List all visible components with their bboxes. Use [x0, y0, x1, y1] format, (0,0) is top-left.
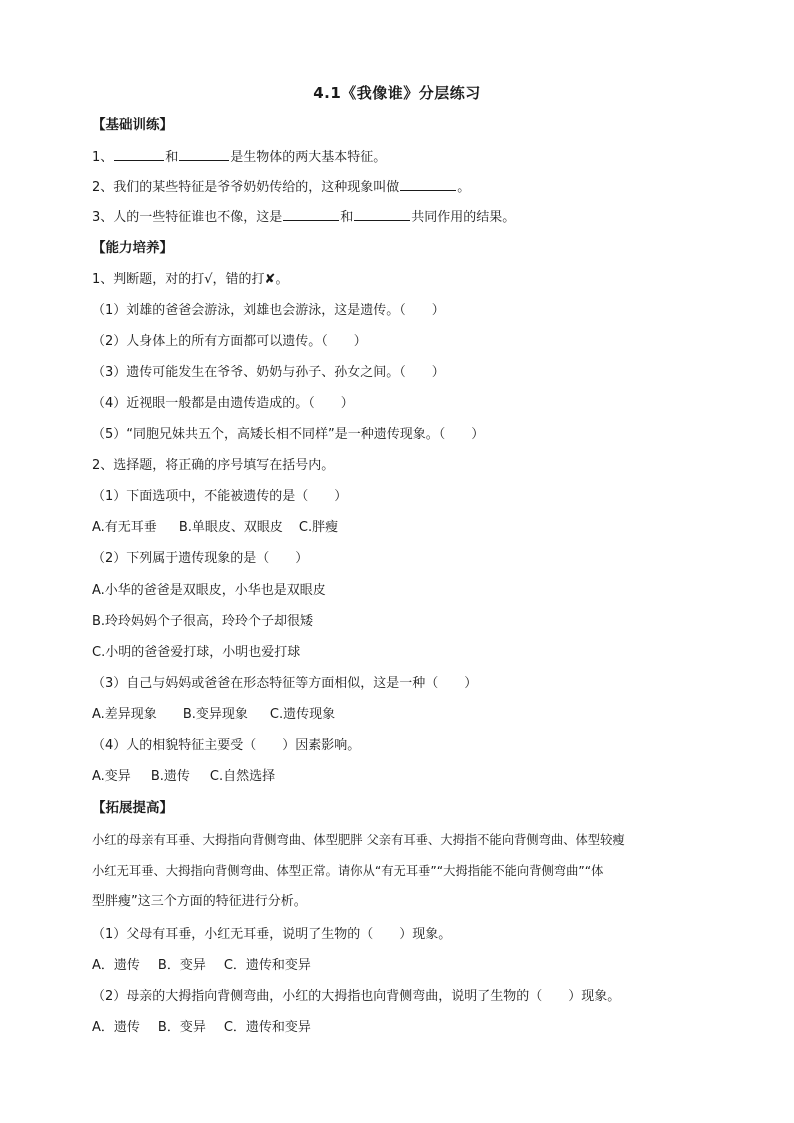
- answer-blank[interactable]: [114, 147, 164, 161]
- extend-paragraph-line: 型胖瘦”这三个方面的特征进行分析。: [92, 894, 307, 909]
- section-heading-extend: 【拓展提高】: [92, 800, 173, 816]
- section-heading-ability: 【能力培养】: [92, 240, 173, 256]
- option-c: C.自然选择: [209, 769, 276, 784]
- judge-item: （4）近视眼一般都是由遗传造成的。（ ）: [92, 396, 354, 411]
- question-number: 1、: [92, 150, 114, 165]
- option-a: A.有无耳垂: [92, 520, 157, 535]
- choice-options-1: [92, 519, 338, 537]
- basic-question-2: [92, 177, 470, 197]
- choice-options-4: [92, 768, 275, 786]
- option-c: C．遗传和变异: [223, 958, 311, 973]
- option-a: A.变异: [92, 769, 131, 784]
- basic-question-1: [92, 147, 386, 167]
- choice-question-3: （3）自己与妈妈或爸爸在形态特征等方面相似，这是一种（ ）: [92, 676, 478, 691]
- choice-intro: 2、选择题，将正确的序号填写在括号内。: [92, 458, 335, 473]
- answer-blank[interactable]: [354, 207, 410, 221]
- option-a: A．遗传: [92, 958, 140, 973]
- option-b: B.单眼皮、双眼皮: [178, 520, 283, 535]
- option-b: B．变异: [157, 958, 206, 973]
- option-c: C.遗传现象: [269, 707, 336, 722]
- question-text: 和: [165, 150, 179, 165]
- choice-question-4: （4）人的相貌特征主要受（ ）因素影响。: [92, 738, 361, 753]
- option-a: A.小华的爸爸是双眼皮，小华也是双眼皮: [92, 583, 326, 598]
- option-c: C.小明的爸爸爱打球，小明也爱打球: [92, 645, 301, 660]
- question-text: 共同作用的结果。: [411, 210, 516, 225]
- question-text: 。: [457, 180, 471, 195]
- choice-options-3: [92, 706, 335, 724]
- question-text: 和: [340, 210, 354, 225]
- extend-paragraph-line: 小红无耳垂、大拇指向背侧弯曲、体型正常。请你从“有无耳垂”“大拇指能不能向背侧弯曲”“体: [92, 864, 604, 878]
- judge-item: （3）遗传可能发生在爷爷、奶奶与孙子、孙女之间。（ ）: [92, 365, 445, 380]
- basic-question-3: [92, 207, 515, 227]
- extend-options-1: [92, 957, 311, 975]
- option-b: B.变异现象: [182, 707, 248, 722]
- option-c: C．遗传和变异: [223, 1020, 311, 1035]
- section-heading-basic: 【基础训练】: [92, 117, 173, 133]
- answer-blank[interactable]: [179, 147, 229, 161]
- option-a: A.差异现象: [92, 707, 157, 722]
- judge-item: （2）人身体上的所有方面都可以遗传。（ ）: [92, 334, 367, 349]
- option-c: C.胖瘦: [298, 520, 339, 535]
- extend-paragraph-line: 小红的母亲有耳垂、大拇指向背侧弯曲、体型肥胖 父亲有耳垂、大拇指不能向背侧弯曲、体型较瘦: [92, 833, 625, 847]
- question-text: 是生物体的两大基本特征。: [230, 150, 387, 165]
- choice-question-1: （1）下面选项中，不能被遗传的是（ ）: [92, 489, 348, 504]
- choice-question-2: （2）下列属于遗传现象的是（ ）: [92, 551, 309, 566]
- extend-options-2: [92, 1019, 311, 1037]
- judge-item: （1）刘雄的爸爸会游泳，刘雄也会游泳，这是遗传。（ ）: [92, 303, 445, 318]
- answer-blank[interactable]: [400, 177, 456, 191]
- page-title: 4.1《我像谁》分层练习: [313, 84, 481, 102]
- judge-intro: 1、判断题，对的打√，错的打✘。: [92, 272, 289, 287]
- extend-question-1: （1）父母有耳垂，小红无耳垂，说明了生物的（ ）现象。: [92, 927, 452, 942]
- extend-question-2: （2）母亲的大拇指向背侧弯曲，小红的大拇指也向背侧弯曲，说明了生物的（ ）现象。: [92, 989, 621, 1004]
- option-b: B.遗传: [150, 769, 190, 784]
- question-text: 3、人的一些特征谁也不像，这是: [92, 210, 283, 225]
- option-a: A．遗传: [92, 1020, 140, 1035]
- question-text: 2、我们的某些特征是爷爷奶奶传给的，这种现象叫做: [92, 180, 400, 195]
- judge-item: （5）“同胞兄妹共五个，高矮长相不同样”是一种遗传现象。（ ）: [92, 427, 485, 442]
- option-b: B．变异: [157, 1020, 206, 1035]
- answer-blank[interactable]: [283, 207, 339, 221]
- option-b: B.玲玲妈妈个子很高，玲玲个子却很矮: [92, 614, 314, 629]
